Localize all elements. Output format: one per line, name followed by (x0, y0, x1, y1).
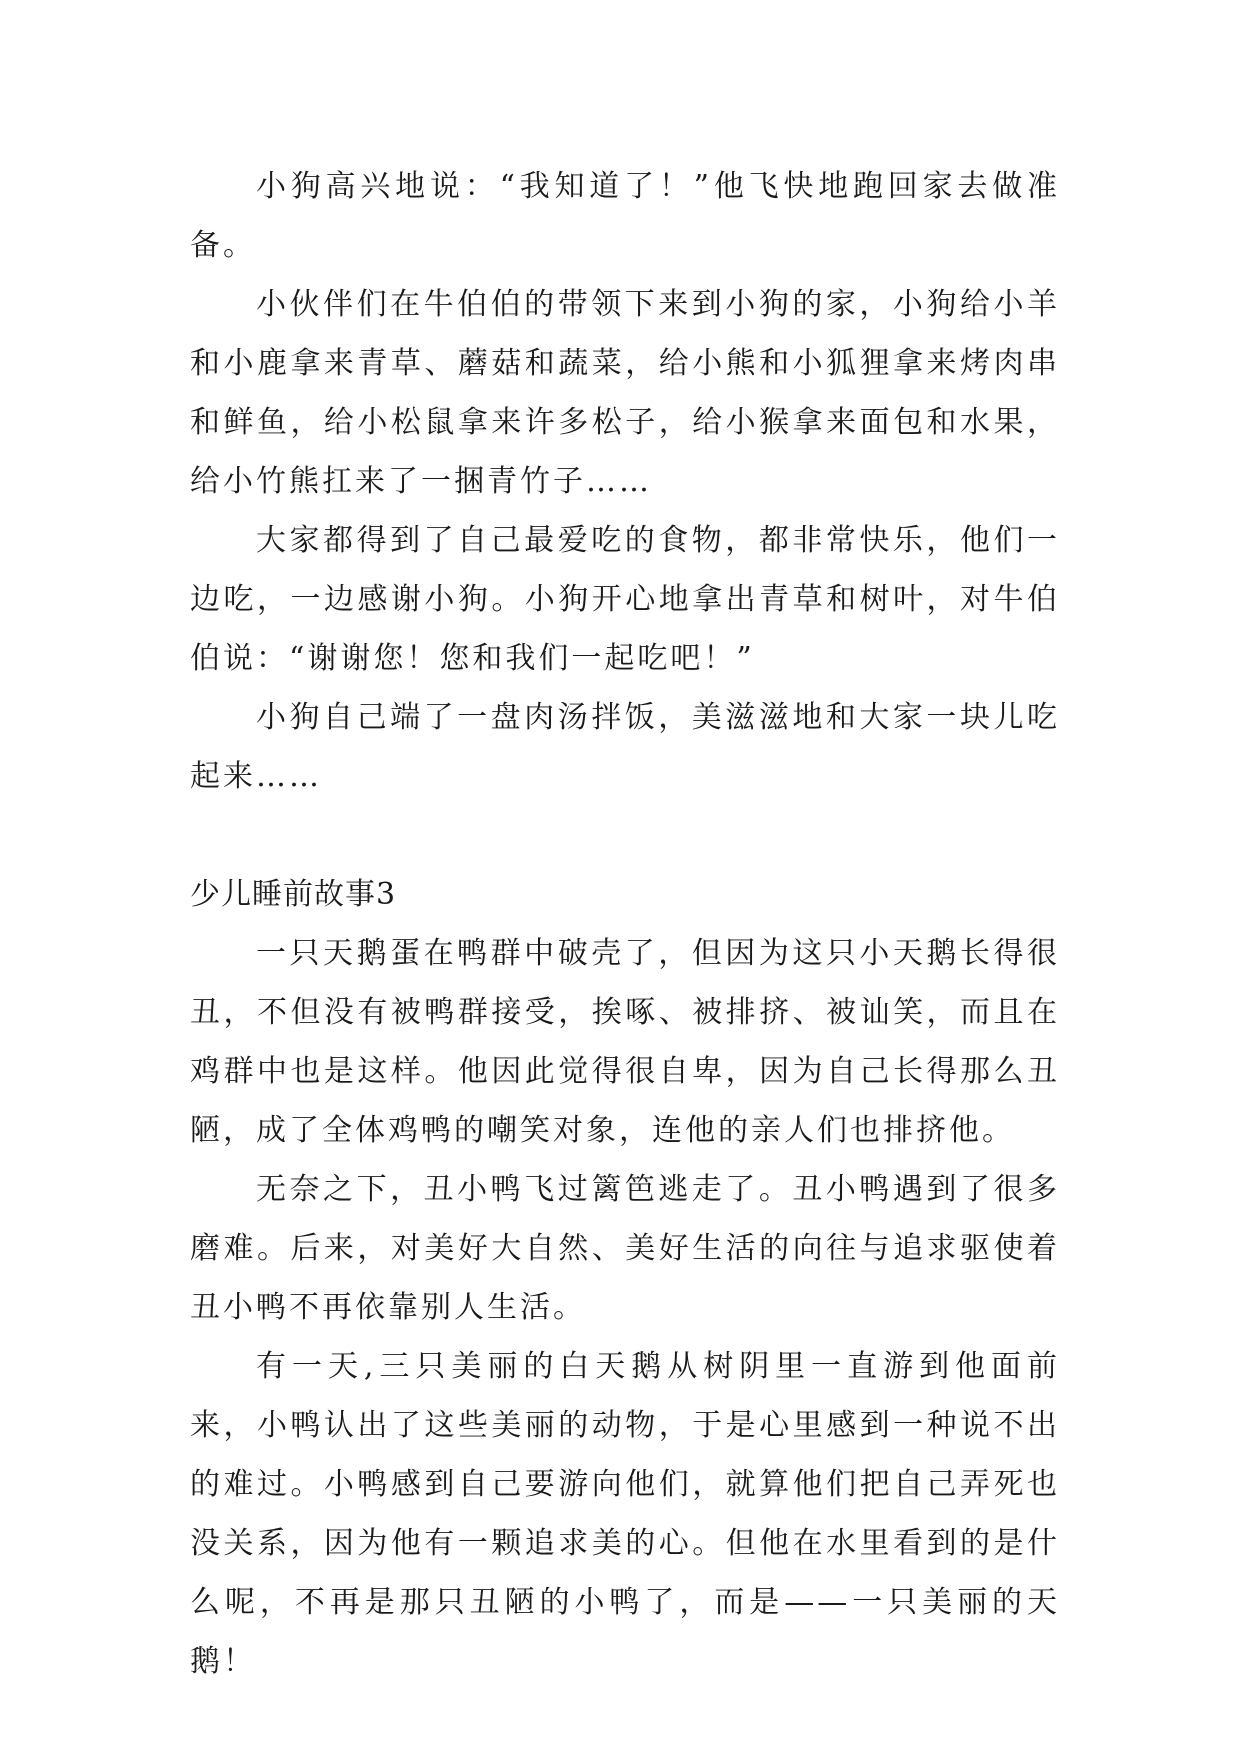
paragraph: 无奈之下，丑小鸭飞过篱笆逃走了。丑小鸭遇到了很多磨难。后来，对美好大自然、美好生活的向往与追求驱使着丑小鸭不再依靠别人生活。 (190, 1172, 1060, 1325)
section-title: 少儿睡前故事3 (190, 877, 397, 912)
document-body (190, 157, 1060, 1691)
paragraph: 小伙伴们在牛伯伯的带领下来到小狗的家，小狗给小羊和小鹿拿来青草、蘑菇和蔬菜，给小熊和小狐狸拿来烤肉串和鲜鱼，给小松鼠拿来许多松子，给小猴拿来面包和水果，给小竹熊扛来了一捆青竹子…… (190, 287, 1060, 499)
paragraph: 小狗高兴地说：“我知道了！”他飞快地跑回家去做准备。 (190, 169, 1060, 263)
paragraph: 有一天,三只美丽的白天鹅从树阴里一直游到他面前来，小鸭认出了这些美丽的动物，于是心里感到一种说不出的难过。小鸭感到自己要游向他们，就算他们把自己弄死也没关系，因为他有一颗追求美的心。但他在水里看到的是什么呢，不再是那只丑陋的小鸭了，而是——一只美丽的天鹅！ (190, 1349, 1060, 1679)
paragraph: 大家都得到了自己最爱吃的食物，都非常快乐，他们一边吃，一边感谢小狗。小狗开心地拿出青草和树叶，对牛伯伯说：“谢谢您！您和我们一起吃吧！” (190, 523, 1060, 676)
paragraph: 一只天鹅蛋在鸭群中破壳了，但因为这只小天鹅长得很丑，不但没有被鸭群接受，挨啄、被排挤、被讪笑，而且在鸡群中也是这样。他因此觉得很自卑，因为自己长得那么丑陋，成了全体鸡鸭的嘲笑对象，连他的亲人们也排挤他。 (190, 936, 1060, 1148)
section-spacer (190, 806, 1060, 865)
paragraph: 小狗自己端了一盘肉汤拌饭，美滋滋地和大家一块儿吃起来…… (190, 700, 1060, 794)
